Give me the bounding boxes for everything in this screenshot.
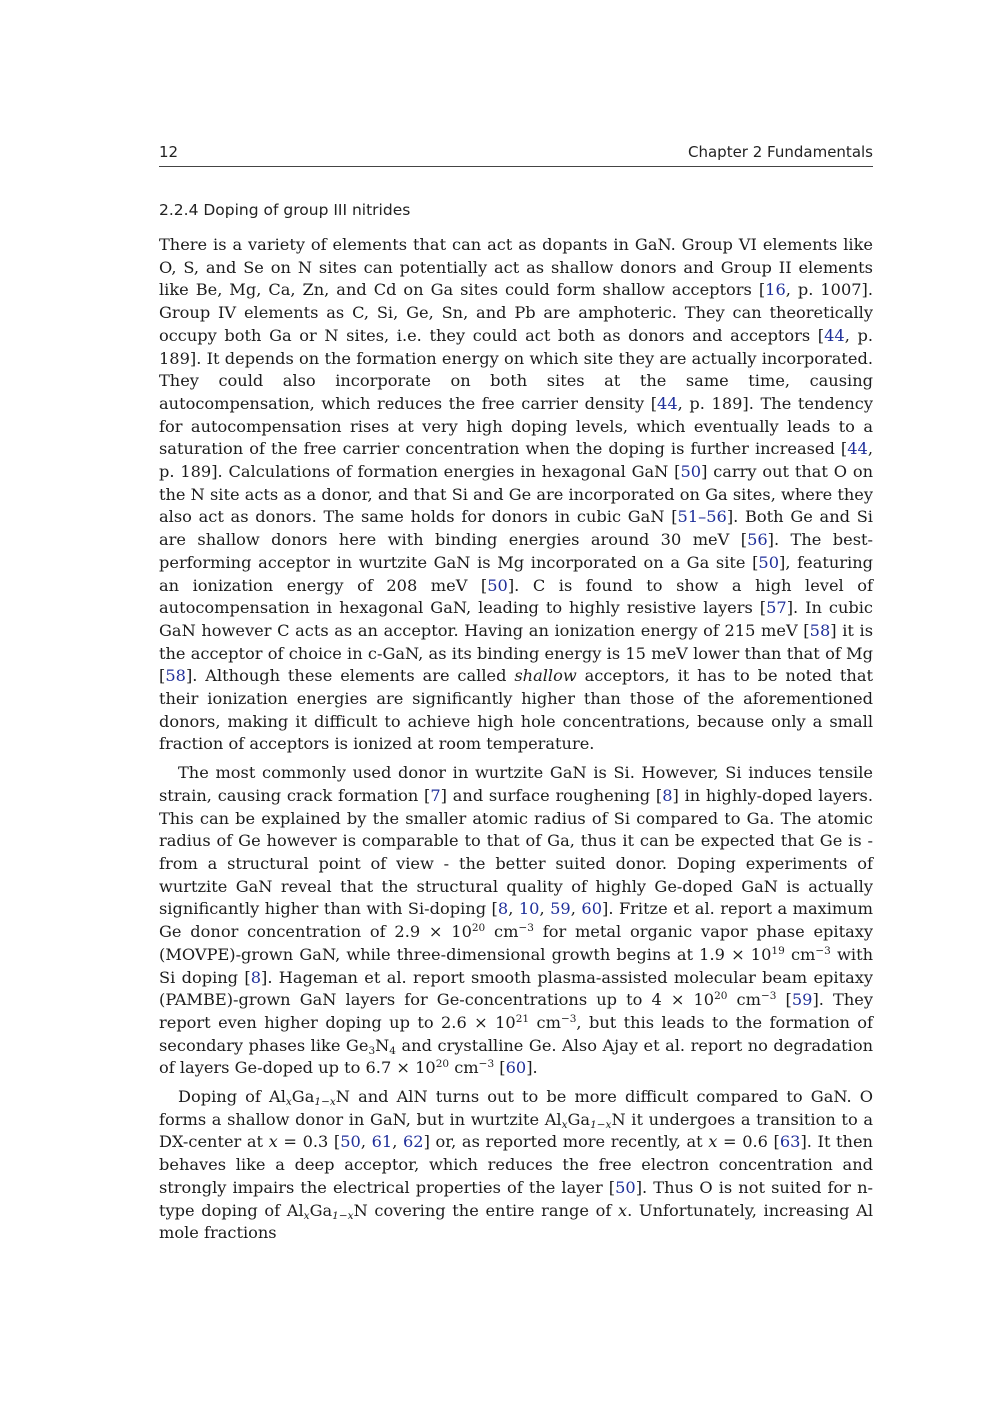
text-run: The most commonly used donor in wurtzite GaN is Si. However, Si induces tensile strain, causing crack formation [ (159, 763, 873, 805)
text-run: , p. 189]. Calculations of formation energies in hexagonal GaN [ (159, 439, 873, 482)
section-heading: 2.2.4 Doping of group III nitrides (159, 201, 411, 219)
citation-link[interactable]: 57 (766, 598, 787, 618)
subscript: x (303, 1209, 310, 1222)
text-run: ] carry out that O on the N site acts as a donor, and that Si and Ge are incorporated on Ga sites, where they also act as donors. The same holds for donors in cubic GaN [ (159, 462, 873, 527)
superscript: 20 (714, 990, 728, 1003)
superscript: −3 (815, 944, 831, 957)
citation-link[interactable]: 44 (824, 325, 845, 345)
superscript: −3 (518, 922, 534, 935)
text-run: for metal organic vapor phase epitaxy (MOVPE)-grown GaN, while three-dimensional growth begins at 1.9 × 10 (159, 922, 874, 964)
text-run: N it undergoes a transition to a DX-center at (159, 1109, 873, 1152)
text-run: Doping of Al (178, 1087, 286, 1107)
citation-link[interactable]: 8 (497, 899, 509, 919)
subscript: 1−x (332, 1209, 354, 1222)
citation-link[interactable]: 62 (402, 1132, 424, 1152)
citation-link[interactable]: 16 (765, 280, 786, 300)
text-run: ]. Both Ge and Si are shallow donors here with binding energies around 30 meV [ (159, 507, 873, 550)
text-run: ]. Thus O is not suited for n-type doping of Al (159, 1177, 873, 1220)
italic-text: x (268, 1132, 278, 1152)
citation-link[interactable]: 44 (657, 393, 678, 413)
superscript: 20 (471, 922, 486, 935)
text-run: ]. C is found to show a high level of autocompensation in hexagonal GaN, leading to highly resistive layers [ (159, 575, 873, 618)
subscript: 4 (389, 1044, 396, 1057)
text-run: Ga (309, 1200, 333, 1220)
citation-link[interactable]: 59 (550, 899, 571, 919)
citation-link[interactable]: 8 (250, 967, 262, 987)
text-run: ] and surface roughening [ (440, 785, 663, 805)
superscript: 20 (435, 1058, 450, 1071)
citation-link[interactable]: 63 (779, 1132, 801, 1152)
text-run: Ga (291, 1087, 315, 1107)
text-run: cm (529, 1012, 561, 1032)
running-header (159, 140, 873, 167)
text-run: , (508, 899, 519, 919)
text-run: ]. (526, 1058, 538, 1078)
citation-link[interactable]: 50 (680, 462, 702, 482)
text-run: and crystalline Ge. Also Ajay et al. report no degradation of layers Ge-doped up to 6.7 × 10 (159, 1035, 873, 1078)
citation-link[interactable]: 50 (615, 1177, 636, 1197)
body-text (159, 234, 873, 1251)
text-run: , (360, 1132, 372, 1152)
citation-link[interactable]: 51–56 (677, 507, 727, 527)
text-run: , (392, 1132, 403, 1152)
superscript: −3 (560, 1012, 577, 1025)
page-number: 12 (159, 143, 179, 161)
superscript: 19 (771, 944, 785, 957)
superscript: −3 (760, 990, 777, 1003)
text-run: ]. Hageman et al. report smooth plasma-assisted molecular beam epitaxy (PAMBE)-grown GaN layers for Ge-concentrations up to 4 × 10 (159, 967, 874, 1010)
citation-link[interactable]: 60 (505, 1058, 527, 1078)
text-run: , p. 189]. The tendency for autocompensation rises at very high doping levels, which eventually leads to a saturation of the free carrier concentration when the doping is further increased [ (159, 393, 873, 459)
paragraph-doping-overview (159, 234, 873, 756)
text-run: ] or, as reported more recently, at (423, 1132, 709, 1152)
text-run: ]. They report even higher doping up to 2.6 × 10 (159, 990, 873, 1032)
text-run: , p. 189]. It depends on the formation energy on which site they are actually incorporated. They could also incorporate on both sites at the same time, causing autocompensation, which reduces the free carrier density [ (159, 325, 873, 413)
subscript: x (561, 1118, 568, 1131)
text-run: Ga (567, 1109, 591, 1129)
subscript: x (285, 1096, 292, 1109)
citation-link[interactable]: 50 (487, 575, 508, 595)
text-run: [ (776, 990, 792, 1010)
citation-link[interactable]: 50 (340, 1132, 361, 1152)
citation-link[interactable]: 50 (758, 552, 780, 572)
text-run: ]. Fritze et al. report a maximum Ge donor concentration of 2.9 × 10 (159, 899, 874, 942)
citation-link[interactable]: 58 (809, 620, 831, 640)
text-run: N and AlN turns out to be more difficult compared to GaN. O forms a shallow donor in GaN, but in wurtzite Al (159, 1087, 873, 1129)
text-run: cm (784, 944, 816, 964)
italic-text: x (708, 1132, 718, 1152)
chapter-title: Chapter 2 Fundamentals (688, 143, 873, 161)
text-run: ]. The best-performing acceptor in wurtzite GaN is Mg incorporated on a Ga site [ (159, 530, 874, 572)
text-run: ] in highly-doped layers. This can be explained by the smaller atomic radius of Si compared to Ga. The atomic radius of Ge however is comparable to that of Ga, thus it can be expected that Ge is - from a structural point of view - the better suited donor. Doping experiments of wurtzite GaN reveal that the structural quality of highly Ge-doped GaN is actually significantly higher than with Si-doping [ (159, 785, 874, 919)
citation-link[interactable]: 61 (371, 1132, 393, 1152)
citation-link[interactable]: 58 (165, 666, 186, 686)
paragraph-algan-doping (159, 1086, 873, 1245)
text-run: ], featuring an ionization energy of 208 meV [ (159, 552, 873, 595)
text-run: ]. It then behaves like a deep acceptor, which reduces the free electron concentration and strongly impairs the electrical properties of the layer [ (159, 1132, 873, 1197)
text-run: N covering the entire range of (353, 1200, 618, 1220)
citation-link[interactable]: 56 (747, 530, 768, 550)
text-run: = 0.3 [ (277, 1132, 341, 1152)
text-run: , (539, 899, 551, 919)
citation-link[interactable]: 59 (791, 990, 813, 1010)
text-run: ]. Although these elements are called (185, 666, 515, 686)
citation-link[interactable]: 60 (581, 899, 602, 919)
text-run: = 0.6 [ (717, 1132, 780, 1152)
text-run: , but this leads to the formation of secondary phases like Ge (159, 1012, 874, 1055)
text-run: [ (494, 1058, 506, 1078)
text-run: cm (727, 990, 761, 1010)
citation-link[interactable]: 8 (662, 785, 673, 805)
citation-link[interactable]: 44 (847, 439, 868, 459)
superscript: −3 (478, 1058, 495, 1071)
text-run: with Si doping [ (159, 944, 873, 987)
text-run: , (570, 899, 582, 919)
superscript: 21 (515, 1012, 530, 1025)
subscript: 1−x (314, 1096, 336, 1109)
text-run: . Unfortunately, increasing Al mole fractions (159, 1200, 873, 1243)
subscript: 3 (368, 1044, 376, 1057)
text-run: cm (485, 922, 519, 942)
text-run: ]. In cubic GaN however C acts as an acceptor. Having an ionization energy of 215 meV [ (159, 598, 873, 640)
citation-link[interactable]: 7 (430, 785, 441, 805)
text-run: , p. 1007]. Group IV elements as C, Si, Ge, Sn, and Pb are amphoteric. They can theoretically occupy both Ga or N sites, i.e. they could act both as donors and acceptors [ (159, 280, 874, 345)
citation-link[interactable]: 10 (518, 899, 540, 919)
text-run: There is a variety of elements that can act as dopants in GaN. Group VI elements like O, S, and Se on N sites can potentially act as shallow donors and Group II elements like Be, Mg, Ca, Zn, and Cd on Ga sites could form shallow acceptors [ (159, 235, 873, 300)
text-run: acceptors, it has to be noted that their ionization energies are significantly higher than those of the aforementioned donors, making it difficult to achieve high hole concentrations, because only a small fraction of acceptors is ionized at room temperature. (159, 666, 873, 754)
text-run: N (375, 1035, 390, 1055)
italic-text: shallow (514, 666, 577, 686)
italic-text: x (617, 1200, 628, 1220)
text-run: ] it is the acceptor of choice in c-GaN, as its binding energy is 15 meV lower than that of Mg [ (159, 620, 873, 686)
text-run: cm (449, 1058, 479, 1078)
paragraph-wurtzite-donors (159, 762, 873, 1080)
subscript: 1−x (590, 1118, 612, 1131)
